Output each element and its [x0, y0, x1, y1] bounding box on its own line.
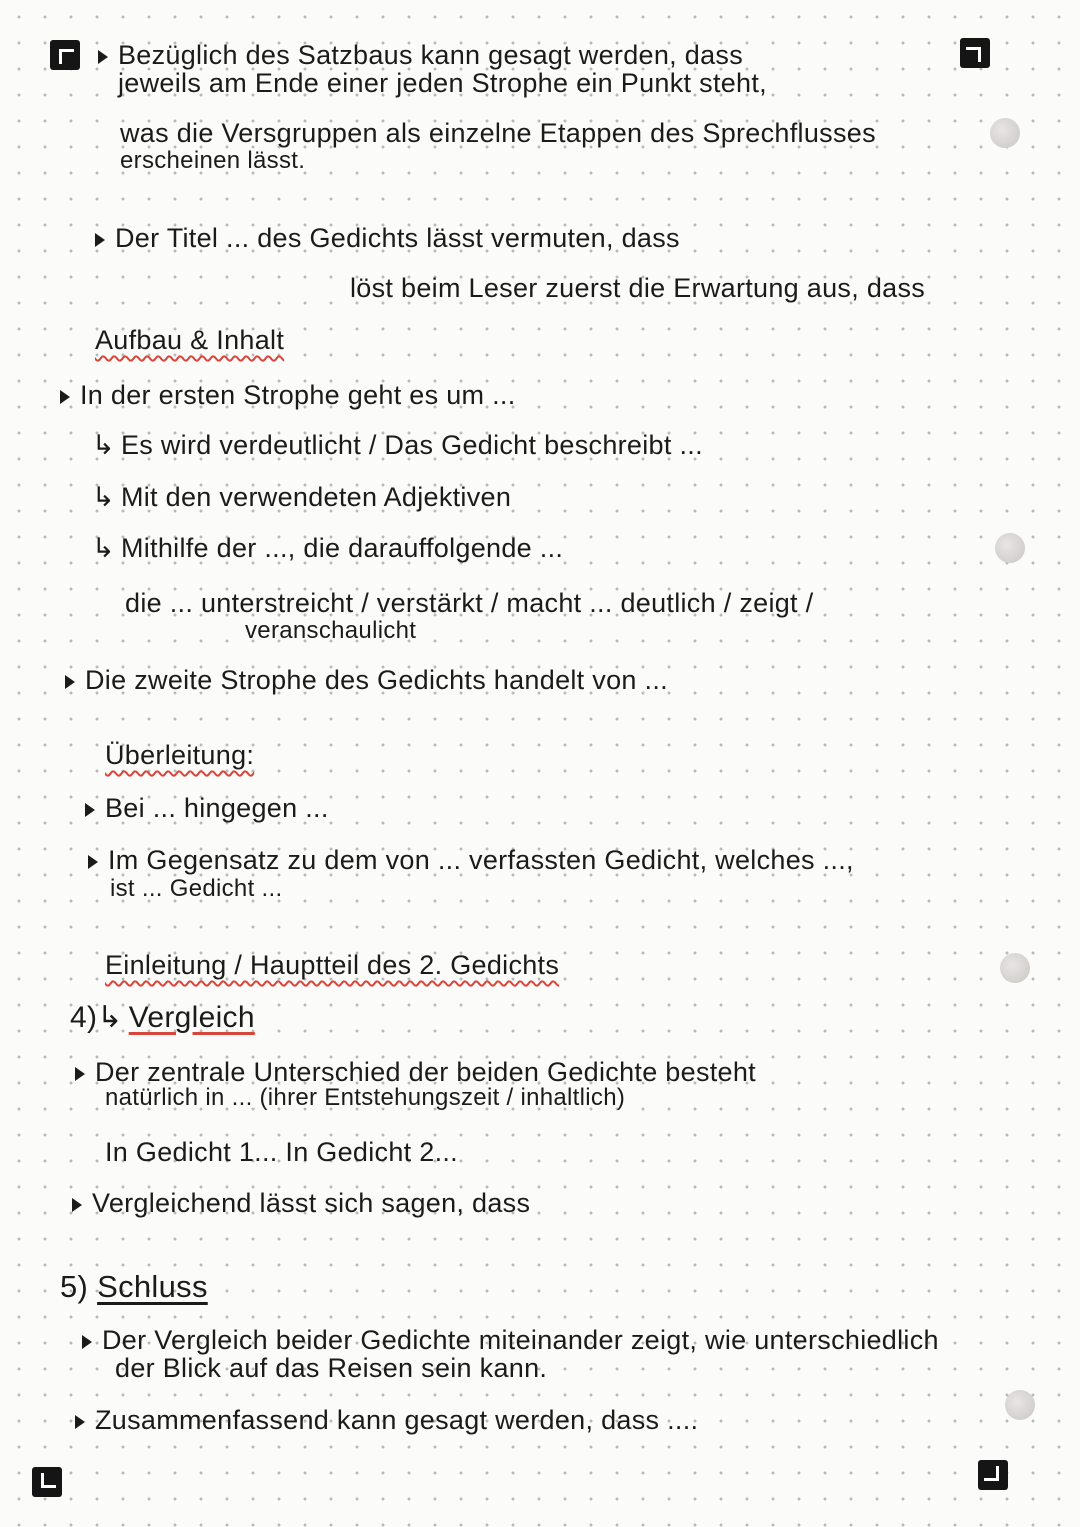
bullet-icon [95, 233, 105, 247]
note-line [95, 223, 680, 253]
text: Der zentrale Unterschied der beiden Gedichte besteht [95, 1057, 756, 1087]
section-heading: Aufbau & Inhalt [95, 325, 285, 355]
section-heading [70, 1003, 255, 1033]
bullet-icon [75, 1067, 85, 1081]
bullet-icon [72, 1198, 82, 1212]
punch-hole [990, 118, 1020, 148]
section-heading: Überleitung: [105, 740, 255, 770]
note-line: jeweils am Ende einer jeden Strophe ein Punkt steht, [118, 68, 767, 98]
bullet-icon [75, 1415, 85, 1429]
text: Der Vergleich beider Gedichte miteinander zeigt, wie unterschiedlich [102, 1325, 939, 1355]
note-line: veranschaulicht [245, 617, 417, 644]
note-line [92, 430, 703, 460]
note-line [60, 380, 516, 410]
section-heading: Einleitung / Hauptteil des 2. Gedichts [105, 950, 560, 980]
note-line [88, 845, 854, 875]
note-line [98, 40, 743, 70]
note-line: erscheinen lässt. [120, 147, 306, 174]
text: Bei ... hingegen ... [105, 793, 329, 823]
note-line [75, 1405, 698, 1435]
note-line: natürlich in ... (ihrer Entstehungszeit / inhaltlich) [105, 1084, 626, 1111]
note-line [92, 533, 563, 563]
punch-hole [1000, 953, 1030, 983]
section-number: 4) [70, 1001, 98, 1034]
text: Mithilfe der ..., die darauffolgende ... [120, 533, 564, 563]
corner-mark-icon [978, 1460, 1008, 1490]
note-line: In Gedicht 1... In Gedicht 2... [105, 1137, 458, 1167]
text: Im Gegensatz zu dem von ... verfassten Gedicht, welches ..., [108, 845, 854, 875]
note-line: der Blick auf das Reisen sein kann. [115, 1353, 548, 1383]
note-line [85, 793, 329, 823]
bullet-icon [85, 803, 95, 817]
arrow-icon: ↳ [92, 430, 115, 460]
note-line: was die Versgruppen als einzelne Etappen des Sprechflusses [120, 118, 876, 148]
bullet-icon [98, 50, 108, 64]
section-title: Vergleich [128, 1001, 255, 1034]
bullet-icon [88, 855, 98, 869]
text: Zusammenfassend kann gesagt werden, dass .... [95, 1405, 699, 1435]
text: In der ersten Strophe geht es um ... [80, 380, 516, 410]
bullet-icon [60, 390, 70, 404]
punch-hole [995, 533, 1025, 563]
note-line [65, 665, 668, 695]
note-line: ist ... Gedicht ... [110, 875, 283, 902]
section-number: 5) [60, 1269, 89, 1304]
text: Die zweite Strophe des Gedichts handelt von ... [85, 665, 668, 695]
note-line: löst beim Leser zuerst die Erwartung aus, dass [350, 273, 926, 303]
corner-mark-icon [50, 40, 80, 70]
text: Mit den verwendeten Adjektiven [120, 482, 512, 512]
bullet-icon [65, 675, 75, 689]
arrow-icon: ↳ [92, 482, 115, 512]
text: Bezüglich des Satzbaus kann gesagt werden, dass [118, 40, 743, 70]
corner-mark-icon [32, 1467, 62, 1497]
text: Der Titel ... des Gedichts lässt vermuten, dass [115, 223, 680, 253]
arrow-icon: ↳ [92, 533, 115, 563]
section-heading [60, 1269, 208, 1304]
punch-hole [1005, 1390, 1035, 1420]
note-line [75, 1057, 756, 1087]
note-line: die ... unterstreicht / verstärkt / macht ... deutlich / zeigt / [125, 588, 814, 618]
text: Es wird verdeutlicht / Das Gedicht beschreibt ... [120, 430, 703, 460]
note-line [72, 1188, 530, 1218]
section-title: Schluss [97, 1269, 208, 1304]
text: Vergleichend lässt sich sagen, dass [92, 1188, 531, 1218]
corner-mark-icon [960, 38, 990, 68]
note-line [92, 482, 511, 512]
note-line [82, 1325, 939, 1355]
bullet-icon [82, 1335, 92, 1349]
arrow-icon: ↳ [97, 1001, 123, 1034]
